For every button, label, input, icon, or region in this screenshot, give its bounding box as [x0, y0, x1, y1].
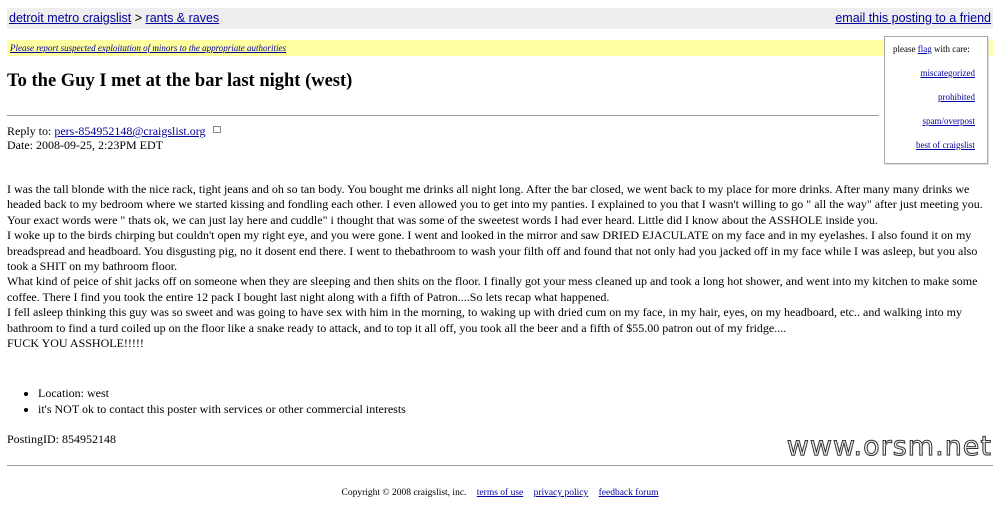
flag-box-heading	[893, 44, 970, 54]
copyright-text: Copyright © 2008 craigslist, inc.	[341, 488, 467, 498]
posting-id: PostingID: 854952148	[7, 432, 117, 446]
mail-icon	[213, 126, 221, 133]
breadcrumb-site-link[interactable]: detroit metro craigslist	[9, 11, 132, 25]
footer	[0, 488, 1000, 498]
posting-date: Date: 2008-09-25, 2:23PM EDT	[7, 138, 163, 152]
location-attribute: • Location: west	[38, 386, 406, 402]
body-paragraph: I fell asleep thinking this guy was so sweet and was going to have sex with him in the morning, to waking up with dried cum on my face, in my hair, eyes, on my headboard, etc.. and walking into my bathroom to find a turd coiled up on the floor like a snake ready to attack, and to top it all off, you took all the beer and a fifth of $55.00 patron out of my fridge....	[7, 305, 962, 335]
body-paragraph: I was the tall blonde with the nice rack, tight jeans and oh so tan body. You bought me drinks all night long. After the bar closed, we went back to my place for more drinks. After many many drinks we headed back to my bedroom where we started kissing and fondling each other. I even allowed you to get into my panties. I explained to you that I wasn't willing to go " all the way" after just meeting you. Your exact words were " thats ok, we can just lay here and cuddle" i thought that was some of the sweetest words I had ever heard. Little did I know about the ASSHOLE inside you.	[7, 182, 983, 227]
warning-bar	[7, 40, 993, 56]
report-exploitation-link[interactable]: Please report suspected exploitation of minors to the appropriate authorities	[10, 43, 287, 53]
privacy-policy-link[interactable]: privacy policy	[533, 488, 589, 498]
flag-best-of-link[interactable]: best of craigslist	[916, 140, 975, 150]
flag-suffix-text: with care:	[934, 44, 970, 54]
flag-spam-link[interactable]: spam/overpost	[922, 116, 975, 126]
feedback-forum-link[interactable]: feedback forum	[598, 488, 659, 498]
flag-help-link[interactable]: flag	[917, 44, 932, 54]
reply-to-label: Reply to:	[7, 124, 52, 138]
reply-to-line	[7, 124, 221, 138]
body-paragraph: I woke up to the birds chirping but couldn't open my right eye, and you were gone. I went and looked in the mirror and saw DRIED EJACULATE on my face and in my eyelashes. I also found it on my breadspread and headboard. You disgusting pig, no it dosent end there. I went to thebathroom to wash your filth off and found that not only had you jacked off in my face while I was asleep, but you also took a SHIT on my bathroom floor.	[7, 228, 978, 274]
body-paragraph: FUCK YOU ASSHOLE!!!!!	[7, 336, 144, 351]
reply-email-link[interactable]: pers-854952148@craigslist.org	[54, 124, 206, 138]
flag-miscategorized-link[interactable]: miscategorized	[920, 68, 975, 78]
breadcrumb-section-link[interactable]: rants & raves	[145, 11, 220, 25]
flag-box	[884, 36, 988, 164]
breadcrumb	[9, 8, 219, 29]
contact-notice-attribute: • it's NOT ok to contact this poster with services or other commercial interests	[38, 402, 406, 418]
breadcrumb-separator: >	[134, 11, 143, 25]
email-to-friend-link[interactable]: email this posting to a friend	[835, 11, 991, 25]
posting-body	[7, 182, 992, 351]
terms-of-use-link[interactable]: terms of use	[476, 488, 524, 498]
flag-prohibited-link[interactable]: prohibited	[938, 92, 975, 102]
watermark: www.orsm.net	[786, 431, 992, 462]
posting-title: To the Guy I met at the bar last night (west)	[7, 71, 353, 91]
footer-divider	[7, 465, 993, 466]
flag-prefix-text: please	[893, 44, 916, 54]
posting-attributes	[7, 386, 406, 417]
title-divider	[7, 115, 879, 116]
body-paragraph: What kind of peice of shit jacks off on someone when they are sleeping and then shits on the floor. I finally got your mess cleaned up and took a long hot shower, and went into my kitchen to make some coffee. There I find you took the entire 12 pack I bought last night along with a fifth of Patron....So lets recap what happened.	[7, 274, 978, 304]
top-nav-bar	[7, 8, 993, 29]
